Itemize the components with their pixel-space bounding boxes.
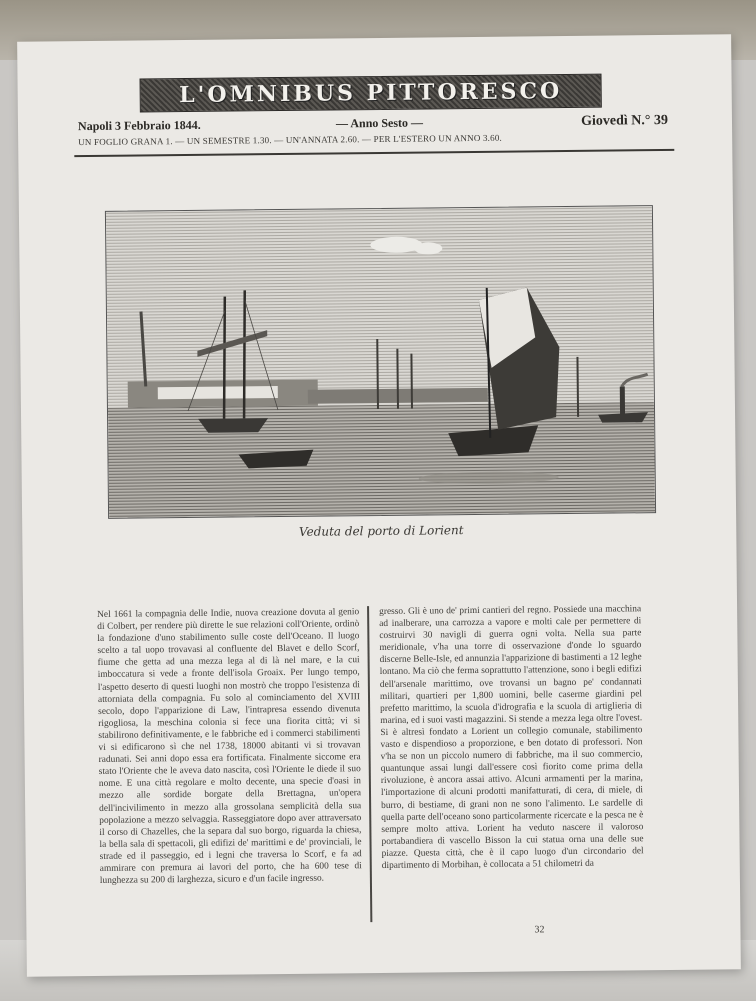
shore-buildings	[158, 386, 278, 399]
ship-hull	[198, 418, 268, 433]
mast	[377, 339, 378, 409]
sky	[106, 206, 654, 408]
masthead-title: L'OMNIBUS PITTORESCO	[179, 78, 563, 109]
issue-number: Giovedì N.° 39	[581, 112, 669, 129]
newspaper-page	[17, 34, 741, 976]
page-number: 32	[534, 924, 545, 936]
harbor-engraving-drawing	[106, 206, 655, 518]
mast	[397, 349, 398, 409]
column-divider	[367, 606, 372, 922]
engraving-caption: Veduta del porto di Lorient	[298, 523, 464, 539]
mast	[411, 354, 412, 409]
article-column-left: Nel 1661 la compagnia delle Indie, nuova creazione dovuta al genio di Colbert, per rendere più dirette le sue relazioni coll'Oriente, ordinò la fondazione d'uno stabilimento sulle coste dell'Oceano. Il luogo scelto a tal uopo trovavasi al confluente del Blavet e dello Scorf, fiume che getta ad una mezza lega al di là nel mare, e la cui imboccatura si vede a fronte dell'isola Groaix. Per lungo tempo, l'aspetto deserto di questi luoghi non mostrò che troppo l'esistenza di attorniata della compagnia. Fu solo al cominciamento del XVIII secolo, dopo l'apparizione di Law, l'intrapresa essendo divenuta rigogliosa, la meschina colonia si fece una fiorita città; vi si stabilirono definitivamente, e le fabbriche ed i commerci stabilimenti vi si edificarono sì che nel 1738, 18000 abitanti vi si trovavan radunati. Sei anni dopo essa era fortificata. Finalmente siccome era stato l'Oriente che le aveva dato nascita, così l'Oriente le diede il suo nome. E una città regolare e molto decente, una specie d'oasi in mezzo alle sordide borgate della Brettagna, un'opera dell'incivilimento in mezzo alla grossolana semplicità della sua popolazione a mezzo selvaggia. Rasseggiatore dopo aver attraversato il corso di Chazelles, che la separa dal suo borgo, riguarda la chiesa, la bella sala di spettacoli, gli edifizi de' marittimi e de' provinciali, le strade ed il passeggio, ed i legni che traversa lo Scorf, e fa ad ammirare con premura ai lavori del porto, che ha 600 tese di lunghezza su 200 di larghezza, sicuro e d'un facile ingresso.	[97, 607, 362, 887]
issue-year: — Anno Sesto —	[335, 115, 424, 131]
mast	[577, 357, 578, 417]
article-column-right: gresso. Gli è uno de' primi cantieri del regno. Possiede una macchina ad inalberare, una carrozza a vapore e molti cale per permettere di costruirvi 30 navigli di guerra ogni volta. Nella sua parte meridionale, v'ha una torre di osservazione d'onde lo sguardo discerne Belle-Isle, ed annunzia l'apparizione di bastimenti a 12 leghe lontano. Ma ciò che ferma soprattutto l'attenzione, sono i begli edifizi dell'arsenale marittimo, ove trovansi un bagno pe' condannati militari, quartieri per 1,800 uomini, belle caserme giardini pel prefetto marittimo, la scuola d'idrografia e la scuola di artiglieria di marina, ed i suoi vasti magazzini. Si stende a mezza lega oltre l'ovest. Si è altresì fondato a Lorient un collegio comunale, stabilimento vasto e dispendioso a proporzione, e ben dotato di professori. Non v'ha se non un piccolo numero di fabbriche, ma il suo commercio, quantunque assai lungi dall'essere così fiorito come prima della rivoluzione, è ancora assai attivo. Alcuni armamenti per la marina, l'importazione di alcuni prodotti manifatturati, di cera, di miele, di burro, di bestiame, di grani non ne sono l'alimento. Le sardelle di quella parte dell'oceano sono particolarmente ricercate e la pesca ne è sempre molto attiva. Lorient ha veduto nascere il valoroso portabandiera di vascello Bisson la cui statua orna una delle sue piazze. Questa città, che è il capo luogo d'un circondario del dipartimento di Morbihan, è collocata a 51 chilometri da	[379, 604, 644, 871]
masthead	[140, 74, 602, 113]
water	[108, 402, 655, 518]
steamboat-funnel	[620, 386, 625, 414]
subscription-prices: UN FOGLIO GRANA 1. — UN SEMESTRE 1.30. — UN'ANNATA 2.60. — PER L'ESTERO UN ANNO 3.60.	[78, 132, 503, 148]
harbor-engraving	[105, 205, 656, 519]
issue-date: Napoli 3 Febbraio 1844.	[77, 117, 201, 134]
